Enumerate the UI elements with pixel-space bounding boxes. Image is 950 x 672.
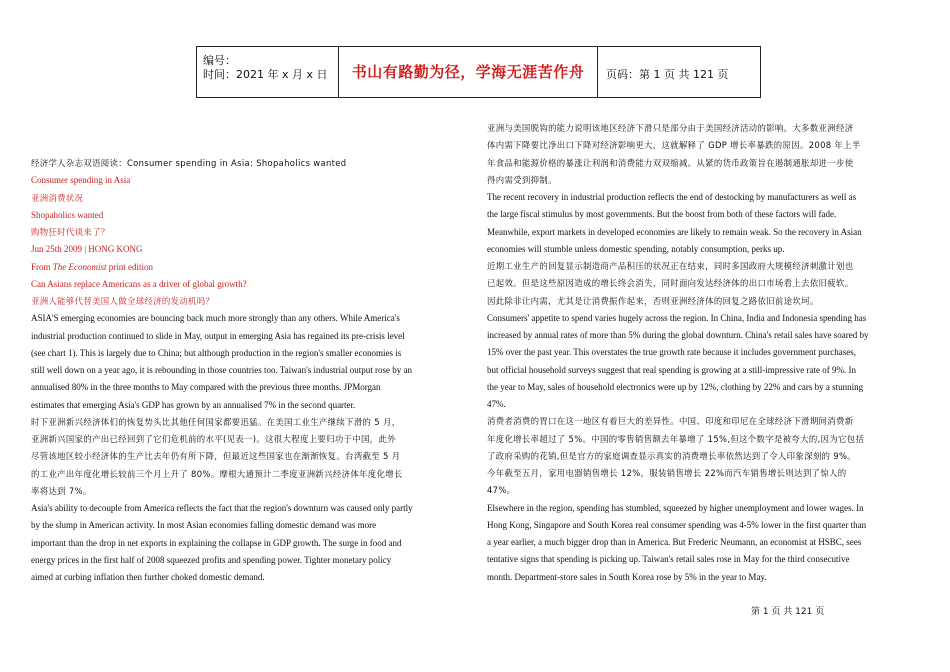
text-line: estimates that emerging Asia's GDP has grown by an annualised 7% in the second quarter. bbox=[31, 399, 356, 410]
text-line: 47%. bbox=[487, 399, 506, 409]
text-line: industrial production continued to slide in May, output in emerging Asia has regained its pre-crisis level bbox=[31, 330, 405, 341]
text-line: Hong Kong, Singapore and South Korea real consumer spending was 4-5% lower in the first quarter than bbox=[487, 519, 867, 530]
text-line: still well down on a year ago, it is rebounding in those countries too. Taiwan's industrial output rose by an bbox=[31, 365, 413, 375]
text-line: Can Asians replace Americans as a driver of global growth? bbox=[31, 278, 247, 289]
text-line: 亚洲新兴国家的产出已经回到了它们危机前的水平(见表一)。这很大程度上要归功于中国，此外 bbox=[31, 434, 396, 444]
text-line: ASIA'S emerging economies are bouncing back much more strongly than any others. While America's bbox=[31, 313, 400, 324]
text-line: 时下亚洲新兴经济体们的恢复势头比其他任何国家都要迅猛。在美国工业生产继续下滑的 5 月， bbox=[31, 416, 401, 427]
text-line: economies will stumble unless domestic spending, notably consumption, perks up. bbox=[487, 243, 785, 254]
text-line: a year earlier, a much bigger drop than in America. But Frederic Neumann, an economist at HSBC, sees bbox=[487, 537, 862, 547]
text-line: 的工业产出年度化增长较前三个月上升了 80%。摩根大通预计二季度亚洲新兴经济体年度化增长 bbox=[31, 468, 403, 479]
document-header-table bbox=[196, 46, 761, 98]
text-line: annualised 80% in the three months to May compared with the previous three months. JPMorgan bbox=[31, 382, 381, 393]
header-info-cell bbox=[197, 47, 339, 97]
text-line: 经济学人杂志双语阅读：Consumer spending in Asia: Shopaholics wanted bbox=[31, 158, 347, 168]
text-line: 今年截至五月，家用电器销售增长 12%，服装销售增长 22%而汽车销售增长则达到了惊人的 bbox=[487, 468, 847, 478]
text-line: Jun 25th 2009 | HONG KONG bbox=[31, 244, 143, 255]
text-line: Consumer spending in Asia bbox=[31, 175, 131, 186]
document-number-label: 编号： bbox=[203, 54, 236, 67]
text-line: 体内需下降要比净出口下降对经济影响更大，这就解释了 GDP 增长率暴跌的原因。2008 年上半 bbox=[487, 140, 861, 151]
text-line: increased by annual rates of more than 5% during the global downturn. China's retail sales have soared by bbox=[487, 330, 869, 340]
text-line: Consumers' appetite to spend varies hugely across the region. In China, India and Indonesia spending has bbox=[487, 312, 867, 323]
text-line: important than the drop in net exports in explaining the collapse in GDP growth. The surge in food and bbox=[31, 537, 402, 548]
text-line: 已起效。但是这些原因造成的增长终会消失，同时面向发达经济体的出口市场看上去依旧疲软。 bbox=[487, 278, 854, 289]
text-line: 亚洲与美国脱钩的能力说明该地区经济下滑只是部分由于美国经济活动的影响。大多数亚洲经济 bbox=[487, 123, 854, 133]
header-motto-cell bbox=[339, 47, 598, 97]
text-line: 亚洲人能够代替美国人做全球经济的发动机吗？ bbox=[31, 296, 215, 306]
text-line: 率将达到 7%。 bbox=[31, 485, 92, 496]
text-line: energy prices in the first half of 2008 squeezed profits and spending power. Tighter monetary policy bbox=[31, 554, 392, 565]
text-line: 年度化增长率超过了 5%。中国的零售销售额去年暴增了 15%,但这个数字是被夸大的,因为它包括 bbox=[487, 433, 865, 444]
text-line: 购物狂时代谈来了？ bbox=[31, 227, 110, 237]
header-page-cell bbox=[598, 47, 760, 97]
text-line: 因此除非让内需，尤其是让消费振作起来，否则亚洲经济体的回复之路依旧前途坎坷。 bbox=[487, 295, 819, 306]
motto-text: 书山有路勤为径，学海无涯苦作舟 bbox=[351, 63, 585, 81]
text-line: Meanwhile, export markets in developed economies are likely to remain weak. So the recovery in Asian bbox=[487, 226, 862, 237]
text-line: From The Economist print edition bbox=[31, 261, 154, 272]
text-line: 15% over the past year. This overstates the true growth rate because it includes government purchases, bbox=[487, 347, 856, 358]
text-line: 47%。 bbox=[487, 485, 516, 496]
text-line: 尽管该地区较小经济体的生产比去年仍有所下降，但最近这些国家也在渐渐恢复。台湾截至 5 月 bbox=[31, 451, 401, 462]
text-line: by the slump in American activity. In most Asian economies falling domestic demand was more bbox=[31, 520, 377, 531]
text-line: the year to May, sales of household electronics were up by 12%, clothing by 22% and cars by a stunning bbox=[487, 381, 864, 392]
text-line: Elsewhere in the region, spending has stumbled, squeezed by higher unemployment and lower wages. In bbox=[487, 502, 864, 513]
text-line: Shopaholics wanted bbox=[31, 209, 104, 220]
text-line: but official household surveys suggest that real spending is growing at a still-impressive rate of 9%. In bbox=[487, 364, 857, 375]
text-line: The recent recovery in industrial production reflects the end of destocking by manufacturers as well as bbox=[487, 192, 857, 202]
text-line: tentative signs that spending is picking up. Taiwan's retail sales rose in May for the third consecutive bbox=[487, 554, 850, 565]
text-line: aimed at curbing inflation then further choked domestic demand. bbox=[31, 572, 265, 582]
text-line: the large fiscal stimulus by most governments. But the boost from both of these factors will fade. bbox=[487, 209, 837, 220]
header-page-number: 页码：第 1 页 共 121 页 bbox=[606, 68, 729, 81]
text-line: Asia's ability to decouple from America reflects the fact that the region's downturn was caused only partly bbox=[31, 503, 413, 513]
text-line: 近期工业生产的回复显示制造商产品积压的状况正在结束，同时多国政府大规模经济刺激计划也 bbox=[487, 261, 854, 271]
text-line: (see chart 1). This is largely due to China; but although production in the region's smaller economies is bbox=[31, 347, 402, 358]
text-line: 亚洲消费状况 bbox=[31, 192, 84, 203]
text-line: 得内需受到抑制。 bbox=[487, 174, 557, 185]
text-line: 了政府采购的花销,但是官方的家庭调查显示真实的消费增长率依然达到了令人印象深刻的 9%。 bbox=[487, 450, 857, 461]
text-line: 年食品和能源价格的暴涨让利润和消费能力双双缩减。从紧的货币政策旨在遏制通胀却进一步使 bbox=[487, 157, 854, 168]
text-line: 消费者消费的胃口在这一地区有着巨大的差异性。中国、印度和印尼在全球经济下滑期间消费新 bbox=[487, 416, 854, 427]
page-footer: 第 1 页 共 121 页 bbox=[751, 607, 825, 617]
text-line: month. Department-store sales in South Korea rose by 5% in the year to May. bbox=[487, 571, 767, 582]
document-date-label: 时间：2021 年 x 月 x 日 bbox=[203, 68, 328, 81]
